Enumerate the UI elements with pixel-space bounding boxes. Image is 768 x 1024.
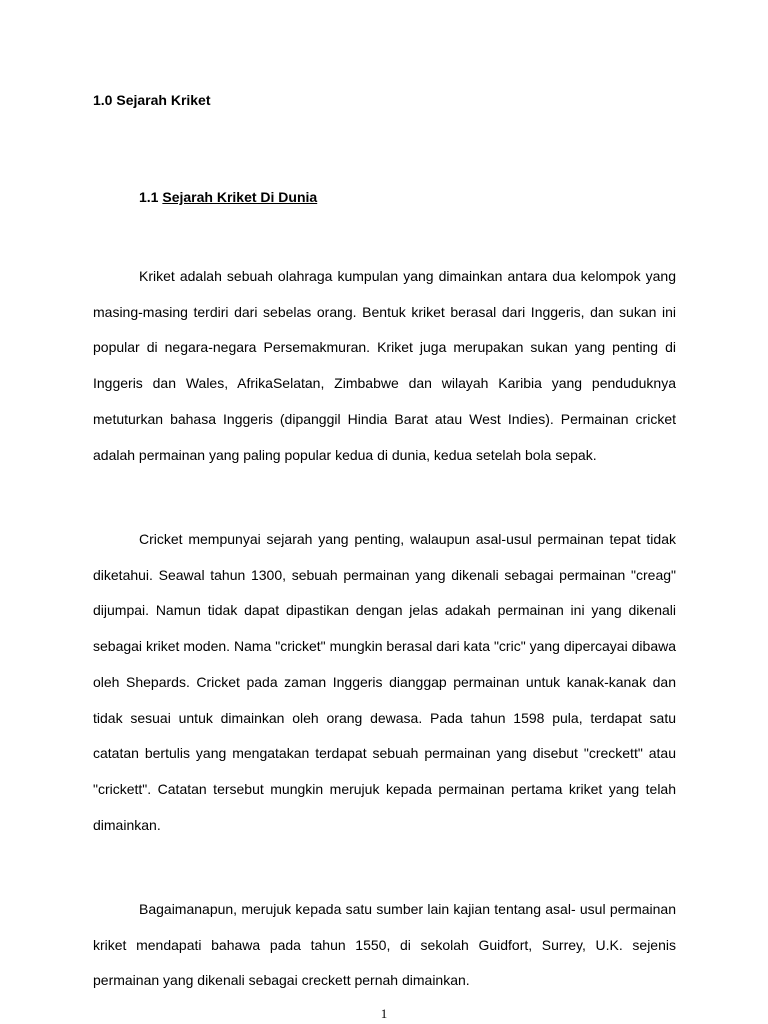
paragraph-2: [93, 522, 676, 843]
subsection-title: Sejarah Kriket Di Dunia: [162, 189, 318, 205]
page-number: 1: [380, 1006, 388, 1021]
paragraph-2-text: Cricket mempunyai sejarah yang penting, walaupun asal-usul permainan tepat tidak diketahui. Seawal tahun 1300, sebuah permainan yang dikenali sebagai permainan "creag" dijumpai. Namun tidak dapat dipastikan dengan jelas adakah permainan ini yang dikenali sebagai kriket moden. Nama "cricket" mungkin berasal dari kata "cric" yang dipercayai dibawa oleh Shepards. Cricket pada zaman Inggeris dianggap permainan untuk kanak-kanak dan tidak sesuai untuk dimainkan oleh orang dewasa. Pada tahun 1598 pula, terdapat satu catatan bertulis yang mengatakan terdapat sebuah permainan yang disebut "creckett" atau "crickett". Catatan tersebut mungkin merujuk kepada permainan pertama kriket yang telah dimainkan.: [93, 531, 676, 833]
paragraph-1: [93, 259, 676, 473]
paragraph-3: [93, 892, 676, 999]
subsection-number: 1.1: [139, 189, 159, 205]
section-heading: 1.0 Sejarah Kriket: [93, 92, 211, 108]
paragraph-3-text: Bagaimanapun, merujuk kepada satu sumber lain kajian tentang asal- usul permainan kriket mendapati bahawa pada tahun 1550, di sekolah Guidfort, Surrey, U.K. sejenis permainan yang dikenali sebagai creckett pernah dimainkan.: [93, 901, 676, 989]
subsection-heading: [139, 189, 317, 205]
paragraph-1-text: Kriket adalah sebuah olahraga kumpulan yang dimainkan antara dua kelompok yang masing-masing terdiri dari sebelas orang. Bentuk kriket berasal dari Inggeris, dan sukan ini popular di negara-negara Persemakmuran. Kriket juga merupakan sukan yang penting di Inggeris dan Wales, AfrikaSelatan, Zimbabwe dan wilayah Karibia yang penduduknya metuturkan bahasa Inggeris (dipanggil Hindia Barat atau West Indies). Permainan cricket adalah permainan yang paling popular kedua di dunia, kedua setelah bola sepak.: [93, 268, 676, 463]
